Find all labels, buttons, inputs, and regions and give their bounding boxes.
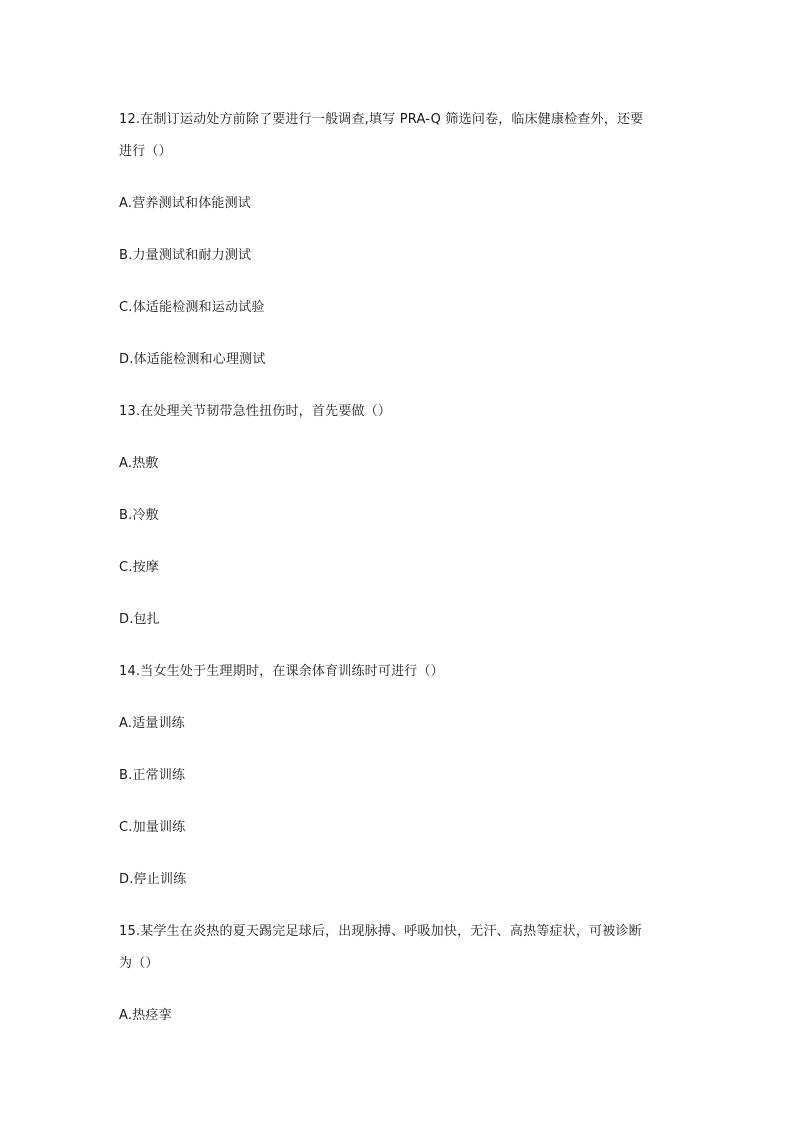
question-14-stem: 14.当女生处于生理期时，在课余体育训练时可进行（） xyxy=(119,664,444,679)
question-14-option-c: C.加量训练 xyxy=(119,820,186,835)
question-15-stem-line-2: 为（） xyxy=(119,956,159,971)
question-12-option-a: A.营养测试和体能测试 xyxy=(119,196,251,211)
question-14-option-b: B.正常训练 xyxy=(119,768,186,783)
question-12-stem-line-2: 进行（） xyxy=(119,144,172,159)
question-14-option-a: A.适量训练 xyxy=(119,716,185,731)
question-14-option-d: D.停止训练 xyxy=(119,872,187,887)
question-13-option-d: D.包扎 xyxy=(119,612,160,627)
question-13-stem: 13.在处理关节韧带急性扭伤时，首先要做（） xyxy=(119,404,392,419)
question-15-option-a: A.热痉挛 xyxy=(119,1008,172,1023)
question-13-option-b: B.冷敷 xyxy=(119,508,159,523)
question-13-option-a: A.热敷 xyxy=(119,456,159,471)
question-12-option-c: C.体适能检测和运动试验 xyxy=(119,300,265,315)
question-12-option-d: D.体适能检测和心理测试 xyxy=(119,352,266,367)
question-12-stem-line-1: 12.在制订运动处方前除了要进行一般调查,填写 PRA-Q 筛选问卷，临床健康检查外，还要 xyxy=(119,112,644,127)
question-15-stem-line-1: 15.某学生在炎热的夏天踢完足球后，出现脉搏、呼吸加快，无汗、高热等症状，可被诊断 xyxy=(119,924,642,939)
question-12-option-b: B.力量测试和耐力测试 xyxy=(119,248,252,263)
question-13-option-c: C.按摩 xyxy=(119,560,160,575)
